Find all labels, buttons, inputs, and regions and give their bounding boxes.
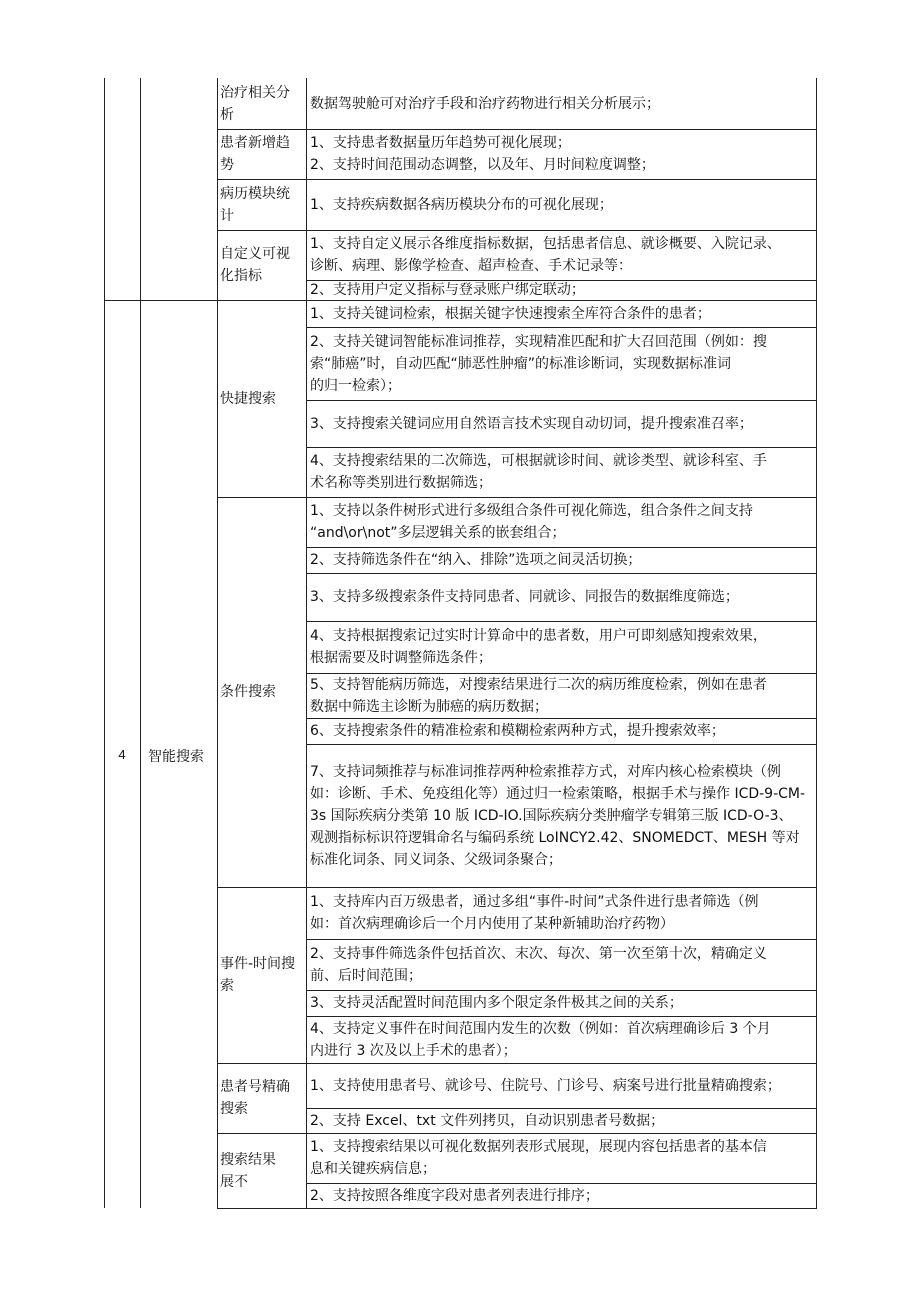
table-border	[816, 78, 817, 1209]
feature-label: 事件-时间搜 索	[220, 956, 296, 994]
feature-label: 患者号精确 搜索	[220, 1079, 290, 1117]
feature-label: 自定义可视 化指标	[220, 246, 290, 284]
feature-label: 患者新增趋 势	[220, 135, 290, 173]
feature-label: 搜索结果 展不	[220, 1151, 276, 1190]
table-border	[104, 78, 105, 1208]
feature-description: 1、支持库内百万级患者，通过多组“事件-时间”式条件进行患者筛选（例 如：首次病理确诊后一个月内使用了某种新辅助治疗药物）	[310, 894, 759, 932]
feature-description: 4、支持定义事件在时间范围内发生的次数（例如：首次病理确诊后 3 个月 内进行 3 次及以上手术的患者）；	[310, 1020, 771, 1059]
feature-description: 1、支持使用患者号、就诊号、住院号、门诊号、病案号进行批量精确搜索；	[310, 1077, 781, 1094]
feature-label: 条件搜索	[220, 684, 276, 700]
feature-description: 2、支持 Excel、txt 文件列拷贝，自动识别患者号数据；	[310, 1112, 665, 1129]
feature-description: 3、支持灵活配置时间范围内多个限定条件极其之间的关系；	[310, 995, 683, 1011]
feature-description: 1、支持搜索结果以可视化数据列表形式展现，展现内容包括患者的基本信 息和关键疾病信息；	[310, 1139, 767, 1177]
feature-description: 2、支持事件筛选条件包括首次、末次、每次、第一次至第十次，精确定义 前、后时间范围；	[310, 945, 767, 984]
feature-label: 治疗相关分 析	[220, 84, 290, 123]
feature-description: 2、支持按照各维度字段对患者列表进行排序；	[310, 1187, 599, 1204]
feature-description: 3、支持多级搜索条件支持同患者、同就诊、同报告的数据维度筛选；	[310, 589, 739, 605]
feature-description: 2、支持筛选条件在“纳入、排除”选项之间灵活切换；	[310, 552, 642, 568]
feature-description: 6、支持搜索条件的精准检索和模糊检索两种方式，提升搜索效率；	[310, 723, 725, 739]
feature-description: 1、支持疾病数据各病历模块分布的可视化展现；	[310, 196, 613, 213]
table-border	[217, 1208, 817, 1209]
feature-description: 1、支持以条件树形式进行多级组合条件可视化筛选，组合条件之间支持 “and\or\not”多层逻辑关系的嵌套组合；	[310, 503, 753, 541]
feature-description: 数据驾驶舱可对治疗手段和治疗药物进行相关分析展示；	[310, 95, 660, 112]
feature-description: 4、支持搜索结果的二次筛选，可根据就诊时间、就诊类型、就诊科室、手 术名称等类别进行数据筛选；	[310, 453, 767, 491]
feature-label: 病历模块统 计	[220, 185, 290, 224]
feature-description: 1、支持自定义展示各维度指标数据，包括患者信息、就诊概要、入院记录、 诊断、病理、影像学检查、超声检查、手术记录等：	[310, 236, 781, 274]
feature-label: 快捷搜索	[220, 390, 276, 407]
feature-description: 7、支持词频推荐与标准词推荐两种检索推荐方式，对库内核心检索模块（例 如：诊断、手术、免疫组化等）通过归一检索策略，根据手术与操作 ICD-9-CM- 3s 国际疾病分类第 10 版 ICD-IO.国际疾病分类肿瘤学专辑第三版 ICD-O-3、 观测指标标识符逻辑命名与编码系统 LoINCY2.42、SNOMEDCT、MESH 等对 标准化词条、同义词条、父级词条聚合；	[310, 763, 806, 868]
row-number: 4	[118, 747, 126, 762]
feature-description: 1、支持患者数据量历年趋势可视化展现； 2、支持时间范围动态调整，以及年、月时间粒度调整；	[310, 135, 655, 173]
category-label: 智能搜索	[148, 749, 204, 765]
feature-description: 2、支持关键词智能标准词推荐，实现精准匹配和扩大召回范围（例如：搜 索“肺癌”时，自动匹配“肺恶性肿瘤”的标准诊断词，实现数据标准词 的归一检索）；	[310, 333, 767, 394]
feature-description: 1、支持关键词检索，根据关键字快速搜索全库符合条件的患者；	[310, 305, 711, 322]
feature-description: 5、支持智能病历筛选，对搜索结果进行二次的病历维度检索，例如在患者 数据中筛选主诊断为肺癌的病历数据；	[310, 676, 767, 715]
feature-description: 2、支持用户定义指标与登录账户绑定联动；	[310, 282, 585, 298]
feature-description: 3、支持搜索关键词应用自然语言技术实现自动切词，提升搜索准召率；	[310, 415, 753, 432]
table-border	[217, 78, 218, 1209]
feature-description: 4、支持根据搜索记过实时计算命中的患者数，用户可即刻感知搜索效果， 根据需要及时调整筛选条件；	[310, 628, 767, 666]
table-border	[306, 78, 307, 1209]
table-border	[140, 78, 141, 1208]
